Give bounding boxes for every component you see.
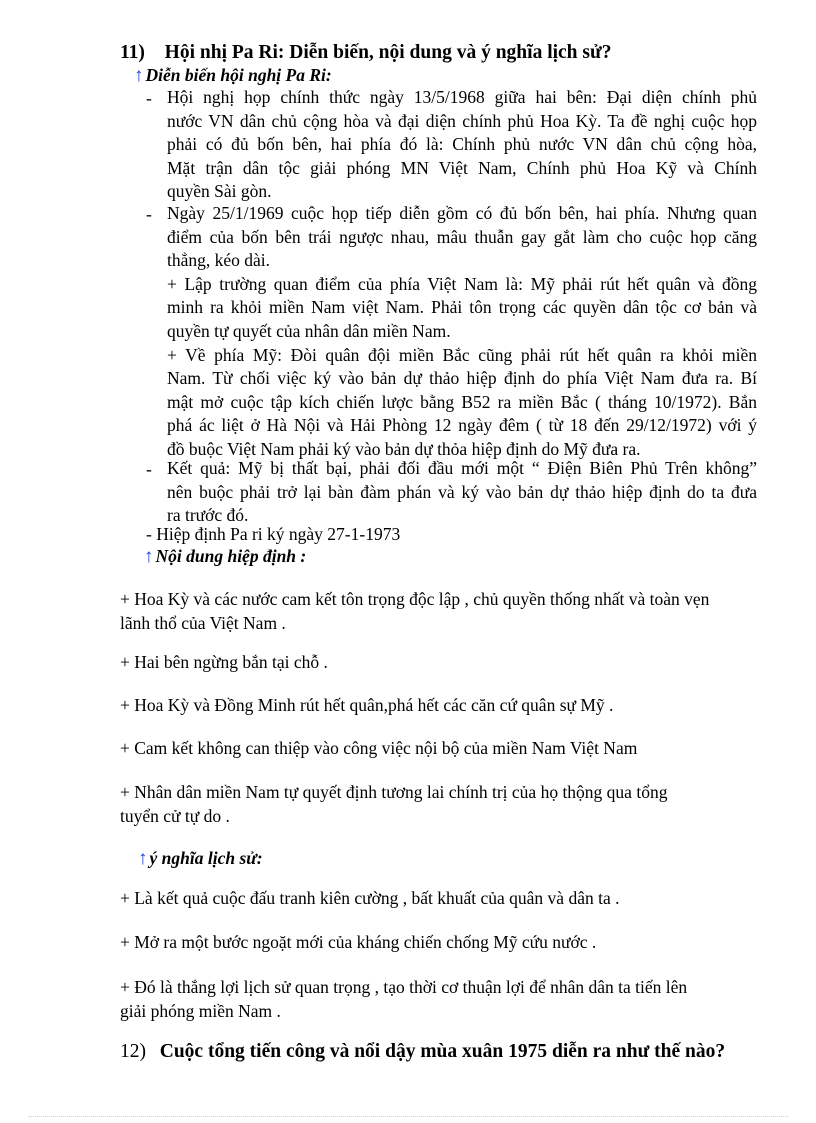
bullet-dash: - [146, 204, 152, 224]
text-line: nước VN dân chủ cộng hòa và đại diện chính phủ Hoa Kỳ. Ta đề nghị cuộc họp [167, 110, 757, 131]
text-line: lãnh thổ của Việt Nam . [120, 613, 286, 633]
bullet-paragraph [167, 457, 757, 528]
question-number: 11) [120, 42, 145, 63]
text-line: đồ buộc Việt Nam phải ký vào bản dự thỏa hiệp định do Mỹ đưa ra. [167, 438, 641, 459]
list-item [120, 975, 687, 1023]
section-heading-text: Diễn biến hội nghị Pa Ri: [145, 65, 332, 85]
text-line: + Đó là thắng lợi lịch sử quan trọng , tạo thời cơ thuận lợi để nhân dân ta tiến lên [120, 977, 688, 997]
text-line: + Về phía Mỹ: Đòi quân đội miền Bắc cũng phải rút hết quân ra khỏi miền [167, 344, 757, 365]
text-line: thẳng, kéo dài. [167, 250, 271, 271]
text-line: + Lập trường quan điểm của phía Việt Nam là: Mỹ phải rút hết quân và đồng [167, 273, 757, 294]
list-item: + Mở ra một bước ngoặt mới của kháng chiến chống Mỹ cứu nước . [120, 932, 597, 952]
text-line: giải phóng miền Nam . [120, 1001, 281, 1021]
page-bottom-rule [28, 1116, 788, 1117]
list-item: + Hoa Kỳ và Đồng Minh rút hết quân,phá hết các căn cứ quân sự Mỹ . [120, 695, 614, 715]
list-item: + Là kết quả cuộc đấu tranh kiên cường , bất khuất của quân và dân ta . [120, 888, 620, 908]
question-12-heading [120, 1041, 725, 1063]
agreement-signed-line: - Hiệp định Pa ri ký ngày 27-1-1973 [146, 524, 401, 544]
text-line: quyền tự quyết của nhân dân miền Nam. [167, 320, 451, 341]
bullet-paragraph [167, 202, 757, 462]
question-number: 12) [120, 1041, 146, 1062]
text-line: điểm của bốn bên trái ngược nhau, mâu thuẫn gay gắt làm cho cuộc họp căng [167, 226, 757, 247]
list-item [120, 780, 667, 828]
text-line: phải có đủ bốn bên, hai phía đó là: Chính phủ nước VN dân chủ cộng hòa, [167, 134, 757, 155]
question-11-heading [120, 42, 611, 64]
bullet-dash: - [146, 88, 152, 108]
text-line: mật mở cuộc tập kích chiến lược bằng B52 ra miền Bắc ( tháng 10/1972). Bắn [167, 391, 757, 412]
list-item: + Hai bên ngừng bắn tại chỗ . [120, 652, 328, 672]
section-heading-text: Nội dung hiệp định : [155, 546, 307, 566]
bullet-paragraph [167, 86, 757, 204]
up-arrow-icon: ↑ [138, 848, 148, 869]
text-line: phá ác liệt ở Hà Nội và Hải Phòng 12 ngày đêm ( từ 18 đến 29/12/1972) với ý [167, 415, 757, 436]
text-line: ra trước đó. [167, 505, 249, 526]
up-arrow-icon: ↑ [144, 546, 154, 567]
question-title: Hội nhị Pa Ri: Diễn biến, nội dung và ý nghĩa lịch sử? [164, 42, 612, 63]
list-item: + Cam kết không can thiệp vào công việc nội bộ của miền Nam Việt Nam [120, 738, 638, 758]
section-heading-text: ý nghĩa lịch sử: [149, 848, 263, 868]
text-line: nên buộc phải trở lại bàn đàm phán và ký vào bản dự thảo hiệp định do ta đưa [167, 481, 757, 502]
section-heading-progress [134, 65, 332, 87]
section-heading-meaning [138, 848, 263, 870]
text-line: Hội nghị họp chính thức ngày 13/5/1968 giữa hai bên: Đại diện chính phủ [167, 87, 757, 107]
bullet-dash: - [146, 459, 152, 479]
question-title: Cuộc tổng tiến công và nổi dậy mùa xuân 1975 diễn ra như thế nào? [159, 1041, 726, 1062]
text-line: Ngày 25/1/1969 cuộc họp tiếp diễn gồm có đủ bốn bên, hai phía. Nhưng quan [167, 203, 757, 223]
text-line: Kết quả: Mỹ bị thất bại, phải đối đầu mới một “ Điện Biên Phủ Trên không” [167, 458, 757, 478]
text-line: tuyển cử tự do . [120, 806, 230, 826]
text-line: Nam. Từ chối việc ký vào bản dự thảo hiệp định do phía Việt Nam đưa ra. Bí [167, 368, 757, 389]
text-line: minh ra khỏi miền Nam việt Nam. Phải tôn trọng các quyền dân tộc cơ bản và [167, 297, 757, 318]
list-item [120, 587, 709, 635]
text-line: quyền Sài gòn. [167, 181, 272, 202]
text-line: + Nhân dân miền Nam tự quyết định tương lai chính trị của họ thộng qua tổng [120, 782, 668, 802]
section-heading-content [144, 546, 306, 568]
text-line: + Hoa Kỳ và các nước cam kết tôn trọng độc lập , chủ quyền thống nhất và toàn vẹn [120, 589, 710, 609]
text-line: Mặt trận dân tộc giải phóng MN Việt Nam, Chính phủ Hoa Kỹ và Chính [167, 157, 757, 178]
up-arrow-icon: ↑ [134, 65, 144, 86]
